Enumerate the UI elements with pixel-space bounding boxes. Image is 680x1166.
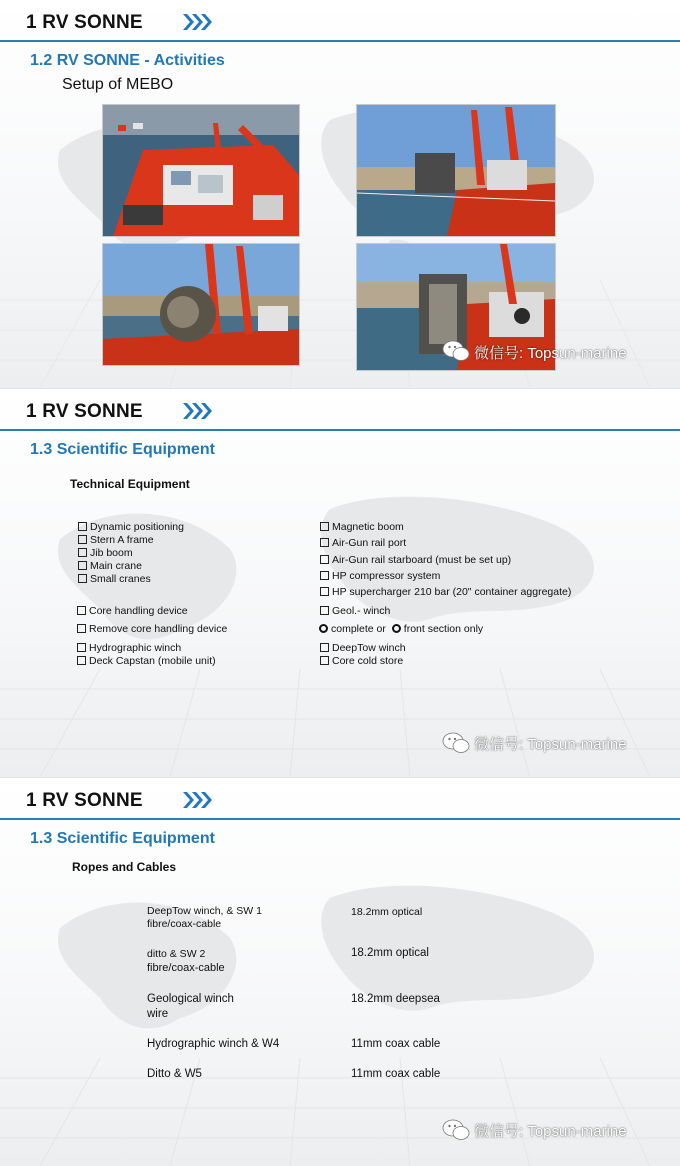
checkbox-icon [320, 571, 329, 580]
radio-icon [392, 624, 401, 633]
radio-icon [319, 624, 328, 633]
ropes-cables-heading: Ropes and Cables [72, 860, 177, 874]
equipment-item-left: Core handling device [77, 605, 188, 618]
checkbox-icon [320, 587, 329, 596]
chevron-triple-icon [182, 791, 212, 809]
slide-subtitle: Setup of MEBO [62, 76, 174, 93]
wechat-icon [442, 339, 470, 363]
checkbox-icon [320, 555, 329, 564]
equipment-group-right-tail: DeepTow winch Core cold store [320, 642, 406, 668]
rope-row-value: 11mm coax cable [351, 1068, 441, 1080]
checkbox-icon [78, 535, 87, 544]
checkbox-icon [320, 522, 329, 531]
checkbox-icon [78, 574, 87, 583]
wechat-icon [442, 731, 470, 755]
checkbox-icon [77, 656, 86, 665]
slide-header-title: 1 RV SONNE [26, 790, 143, 811]
slide-activities [0, 0, 680, 388]
slide-technical-equipment [0, 388, 680, 777]
checkbox-icon [77, 606, 86, 615]
section-title: 1.2 RV SONNE - Activities [30, 52, 225, 69]
equipment-item-right: Air-Gun rail starboard (must be set up) [320, 554, 511, 567]
chevron-triple-icon [182, 402, 212, 420]
section-title: 1.3 Scientific Equipment [30, 441, 215, 458]
rope-row-value: 18.2mm optical [351, 906, 423, 918]
checkbox-icon [320, 643, 329, 652]
rope-row-value: 18.2mm optical [351, 947, 429, 959]
slide-header-title: 1 RV SONNE [26, 401, 143, 422]
header-rule [0, 40, 680, 42]
checkbox-icon [320, 656, 329, 665]
watermark: 微信号: Topsun-marine [474, 1123, 627, 1140]
checkbox-icon [78, 561, 87, 570]
checkbox-icon [78, 548, 87, 557]
rope-row-label: Geological winch wire [147, 993, 234, 1020]
checkbox-icon [320, 606, 329, 615]
equipment-group-left-1: Dynamic positioning Stern A frame Jib boom Main crane Small cranes [78, 521, 184, 586]
rope-row-label: DeepTow winch, & SW 1 fibre/coax-cable [147, 905, 262, 930]
equipment-item-right: HP compressor system [320, 570, 440, 583]
watermark: 微信号: Topsun-marine [474, 736, 627, 753]
checkbox-icon [78, 522, 87, 531]
rope-row-value: 18.2mm deepsea [351, 993, 440, 1005]
equipment-item-left: Remove core handling device [77, 623, 227, 636]
section-title: 1.3 Scientific Equipment [30, 830, 215, 847]
rope-row-label: Hydrographic winch & W4 [147, 1038, 280, 1050]
rope-row-value: 11mm coax cable [351, 1038, 441, 1050]
header-rule [0, 818, 680, 820]
equipment-item-right: HP supercharger 210 bar (20" container aggregate) [320, 586, 571, 599]
watermark: 微信号: Topsun-marine [474, 345, 627, 362]
slide-ropes-cables [0, 777, 680, 1166]
equipment-item-right: Geol.- winch [320, 605, 390, 618]
equipment-options: complete or front section only [319, 623, 483, 636]
slide-header-title: 1 RV SONNE [26, 12, 143, 33]
equipment-item-right: Air-Gun rail port [320, 537, 406, 550]
chevron-triple-icon [182, 13, 212, 31]
technical-equipment-heading: Technical Equipment [70, 477, 190, 491]
checkbox-icon [320, 538, 329, 547]
header-rule [0, 429, 680, 431]
wechat-icon [442, 1118, 470, 1142]
rope-row-label: Ditto & W5 [147, 1068, 202, 1080]
rope-row-label: ditto & SW 2 fibre/coax-cable [147, 948, 225, 974]
checkbox-icon [77, 643, 86, 652]
checkbox-icon [77, 624, 86, 633]
equipment-item-right: Magnetic boom [320, 521, 404, 534]
photo-mebo-frame [102, 243, 300, 366]
equipment-group-left-4: Hydrographic winch Deck Capstan (mobile unit) [77, 642, 216, 668]
photo-harbor-deck [102, 104, 300, 237]
photo-stern-town [356, 104, 556, 237]
